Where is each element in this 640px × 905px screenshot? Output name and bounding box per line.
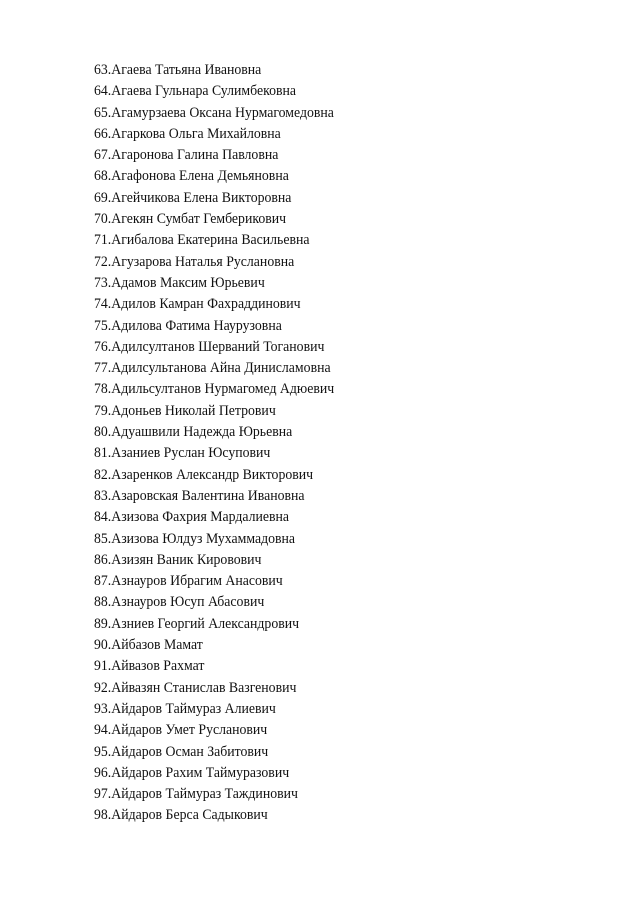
list-item: 71.Агибалова Екатерина Васильевна xyxy=(94,232,310,249)
list-item: 88.Азнауров Юсуп Абасович xyxy=(94,594,265,611)
list-item: 81.Азаниев Руслан Юсупович xyxy=(94,445,271,462)
list-item: 91.Айвазов Рахмат xyxy=(94,658,205,675)
list-item: 74.Адилов Камран Фахраддинович xyxy=(94,296,301,313)
list-item: 92.Айвазян Станислав Вазгенович xyxy=(94,679,297,696)
list-item: 98.Айдаров Берса Садыкович xyxy=(94,807,268,824)
list-item: 64.Агаева Гульнара Сулимбековна xyxy=(94,83,297,100)
list-item: 95.Айдаров Осман Забитович xyxy=(94,743,269,760)
list-item: 63.Агаева Татьяна Ивановна xyxy=(94,62,262,78)
list-item: 76.Адилсултанов Шерваний Тоганович xyxy=(94,338,325,355)
list-item: 93.Айдаров Таймураз Алиевич xyxy=(94,700,276,717)
list-item: 79.Адоньев Николай Петрович xyxy=(94,402,276,419)
list-item: 67.Агаронова Галина Павловна xyxy=(94,147,279,164)
list-item: 89.Азниев Георгий Александрович xyxy=(94,615,300,632)
list-item: 69.Агейчикова Елена Викторовна xyxy=(94,189,292,206)
list-item: 77.Адилсультанова Айна Динисламовна xyxy=(94,360,331,377)
list-item: 86.Азизян Ваник Кировович xyxy=(94,551,262,568)
list-item: 70.Агекян Сумбат Гемберикович xyxy=(94,211,287,228)
list-item: 78.Адильсултанов Нурмагомед Адюевич xyxy=(94,381,335,398)
list-item: 97.Айдаров Таймураз Таждинович xyxy=(94,786,298,803)
list-item: 87.Азнауров Ибрагим Анасович xyxy=(94,573,283,590)
list-item: 72.Агузарова Наталья Руслановна xyxy=(94,253,295,270)
list-item: 73.Адамов Максим Юрьевич xyxy=(94,274,265,291)
list-item: 68.Агафонова Елена Демьяновна xyxy=(94,168,289,185)
list-item: 75.Адилова Фатима Наурузовна xyxy=(94,317,282,334)
list-item: 94.Айдаров Умет Русланович xyxy=(94,722,268,739)
list-item: 85.Азизова Юлдуз Мухаммадовна xyxy=(94,530,296,547)
list-item: 82.Азаренков Александр Викторович xyxy=(94,466,314,483)
list-item: 96.Айдаров Рахим Таймуразович xyxy=(94,764,290,781)
list-item: 83.Азаровская Валентина Ивановна xyxy=(94,487,305,504)
list-item: 65.Агамурзаева Оксана Нурмагомедовна xyxy=(94,104,334,121)
list-item: 66.Агаркова Ольга Михайловна xyxy=(94,125,281,142)
list-item: 90.Айбазов Мамат xyxy=(94,637,203,654)
name-list xyxy=(94,60,355,827)
list-item: 84.Азизова Фахрия Мардалиевна xyxy=(94,509,290,526)
list-item: 80.Адуашвили Надежда Юрьевна xyxy=(94,424,293,441)
